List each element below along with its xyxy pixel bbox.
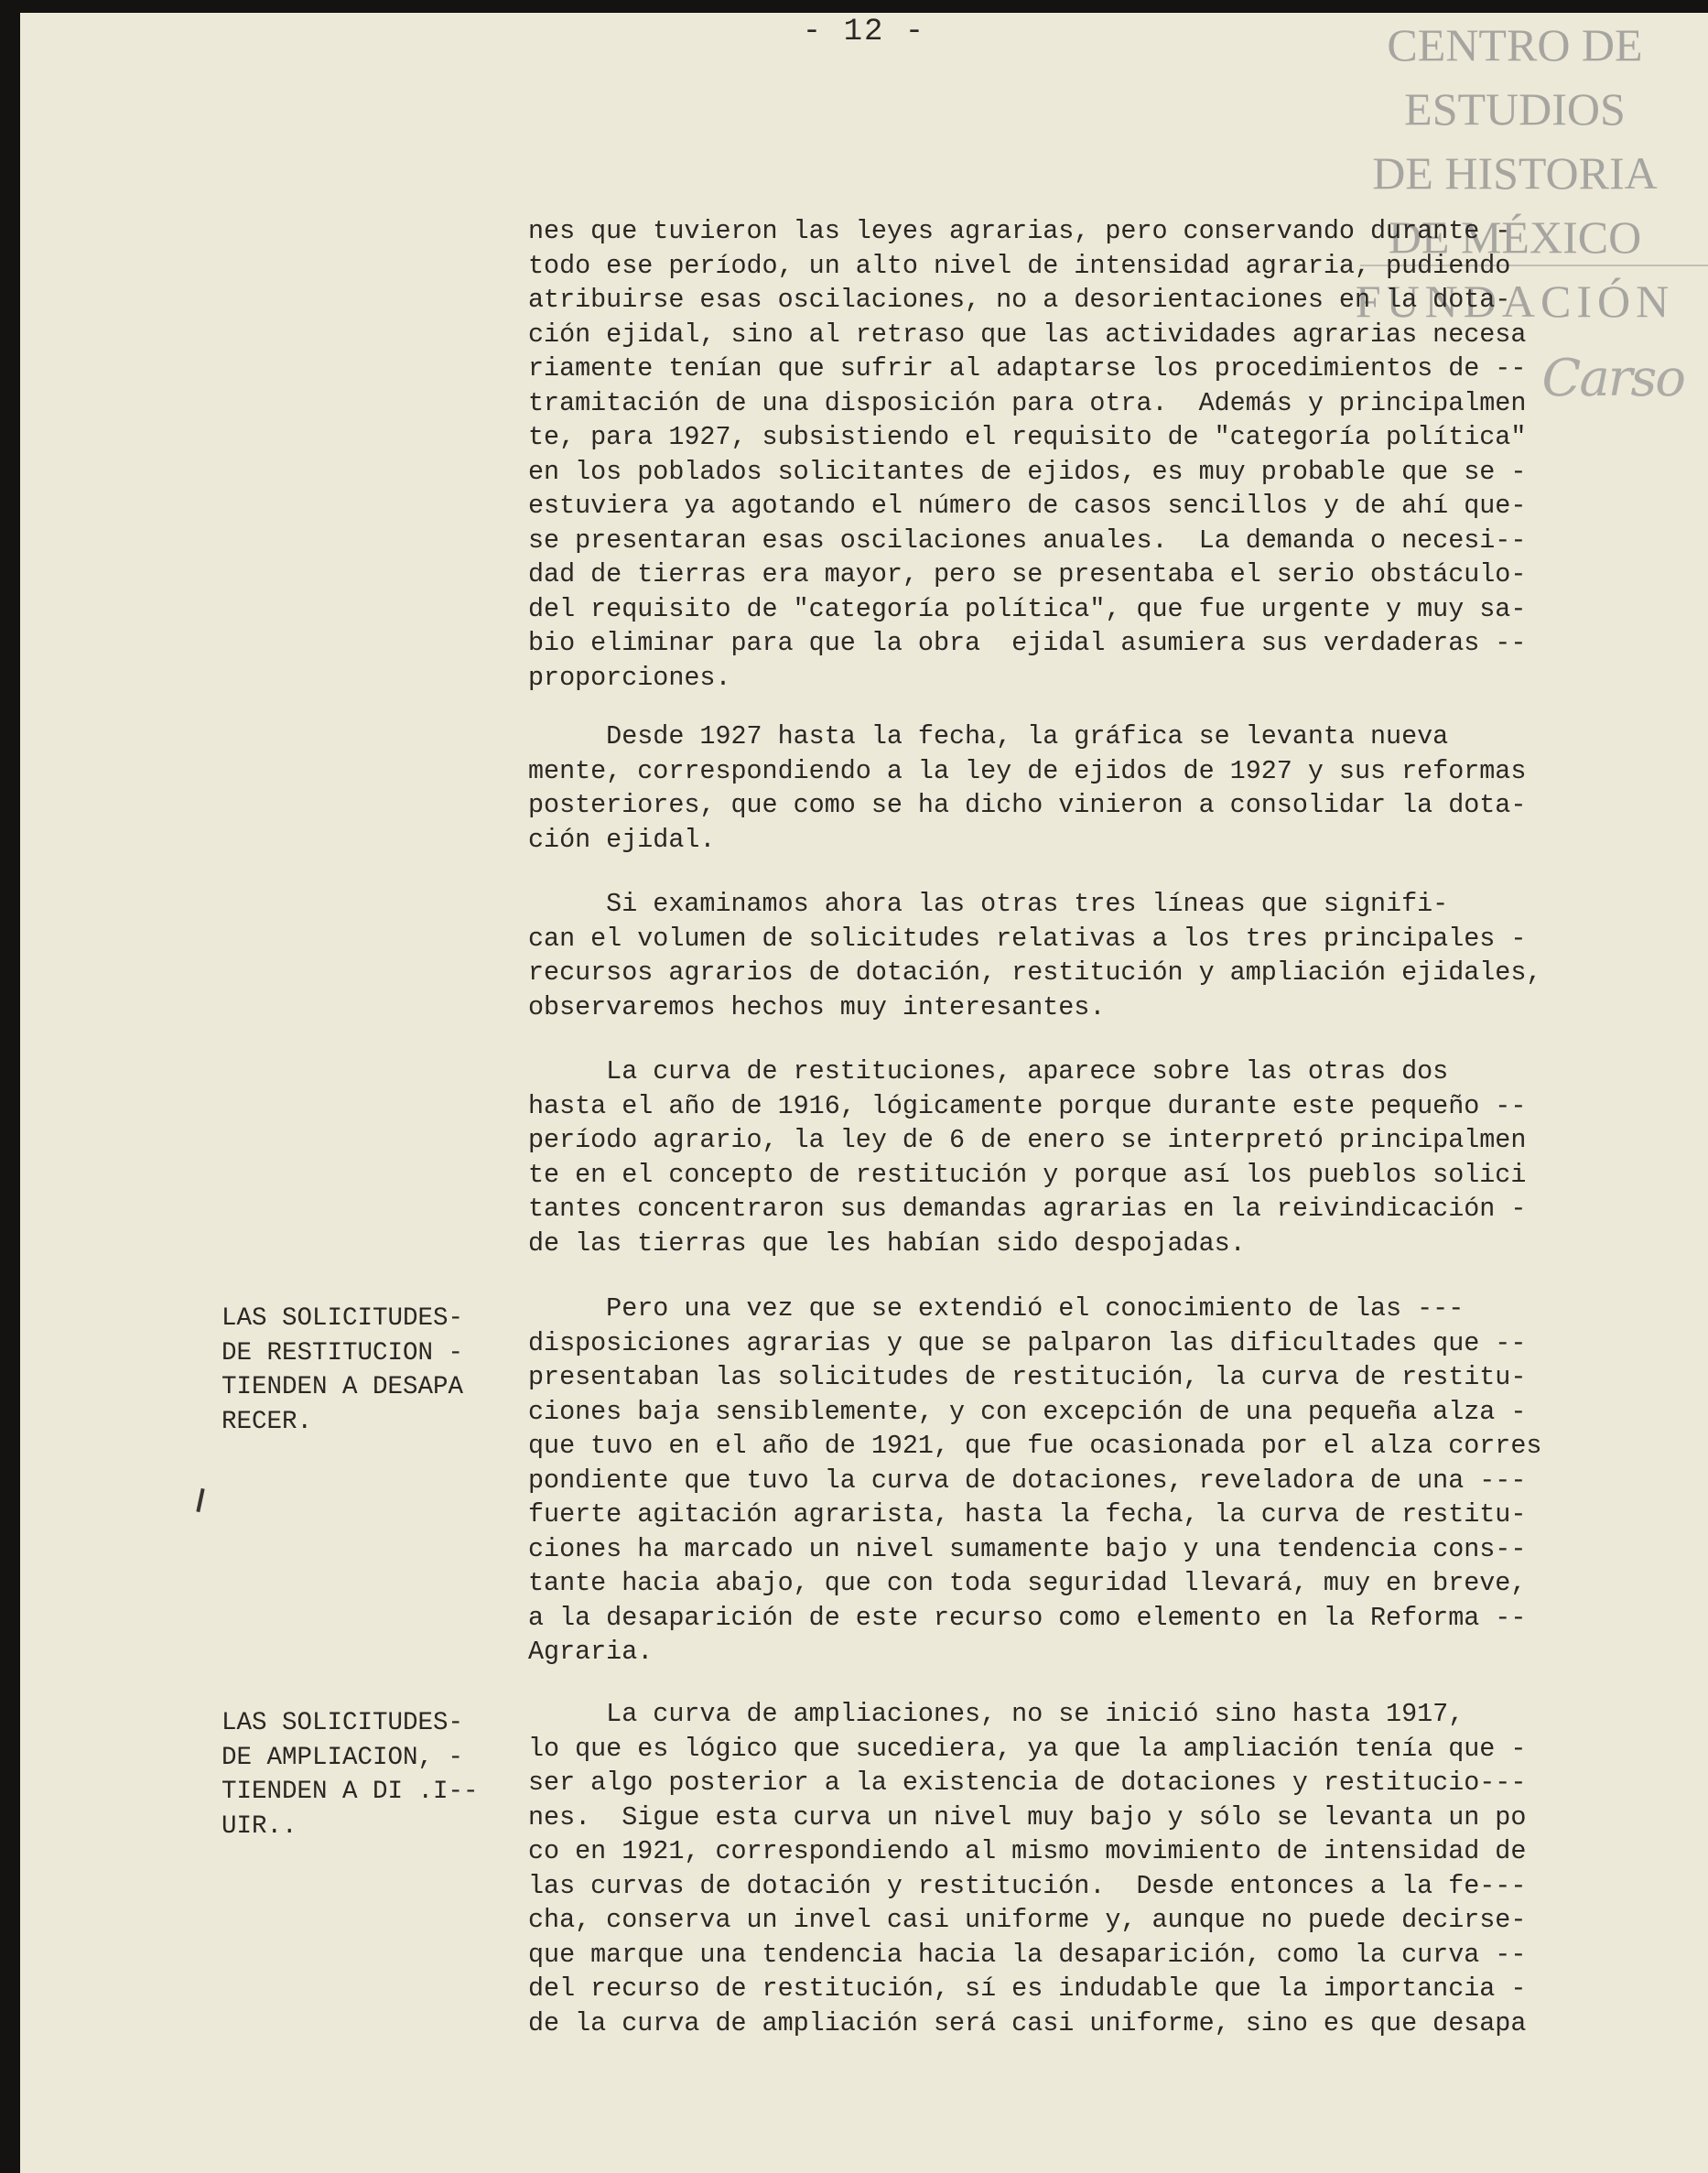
margin-note-line: TIENDEN A DESAPA [222,1373,464,1401]
text-line: fuerte agitación agrarista, hasta la fecha, la curva de restitu- [528,1499,1527,1530]
text-line: las curvas de dotación y restitución. Desde entonces a la fe--- [528,1870,1527,1901]
text-line: pondiente que tuvo la curva de dotaciones, reveladora de una --- [528,1465,1527,1496]
watermark-line: DE MÉXICO [1388,211,1642,263]
pen-mark [196,1488,204,1512]
margin-note-ampliacion [222,1706,514,1843]
text-line: cha, conserva un invel casi uniforme y, aunque no puede decirse- [528,1905,1527,1935]
text-line: estuviera ya agotando el número de casos sencillos y de ahí que- [528,491,1527,521]
paragraph-continuation [528,214,1654,695]
text-line: Agraria. [528,1637,654,1667]
text-line: riamente tenían que sufrir al adaptarse los procedimientos de -- [528,353,1527,384]
text-line: tante hacia abajo, que con toda seguridad llevará, muy en breve, [528,1568,1527,1598]
text-line: can el volumen de solicitudes relativas a los tres principales - [528,923,1527,954]
text-line: del requisito de "categoría política", que fue urgente y muy sa- [528,593,1527,624]
text-line: Pero una vez que se extendió el conocimiento de las --- [528,1293,1465,1324]
margin-note-restitucion [222,1302,514,1439]
watermark-line: ESTUDIOS [1404,83,1626,135]
text-line: dad de tierras era mayor, pero se presentaba el serio obstáculo- [528,559,1527,589]
text-line: de las tierras que les habían sido despojadas. [528,1227,1246,1259]
text-line: del recurso de restitución, sí es indudable que la importancia - [528,1973,1527,2004]
document-page [20,13,1708,2173]
text-line: observaremos hechos muy interesantes. [528,991,1106,1022]
margin-note-line: DE AMPLIACION, - [222,1743,464,1772]
paragraph-grafica-1927 [528,719,1654,857]
text-line: mente, correspondiendo a la ley de ejidos de 1927 y sus reformas [528,755,1527,786]
text-line: tramitación de una disposición para otra. Además y principalmen [528,387,1527,418]
watermark-line: DE HISTORIA [1372,147,1658,199]
text-line: de la curva de ampliación será casi uniforme, sino es que desapa [528,2007,1527,2038]
margin-note-line: TIENDEN A DI .I-- [222,1778,479,1806]
text-line: te en el concepto de restitución y porque así los pueblos solici [528,1159,1527,1190]
watermark-line: CENTRO DE [1387,19,1643,70]
text-line: lo que es lógico que sucediera, ya que la ampliación tenía que - [528,1733,1527,1764]
paragraph-tres-lineas [528,887,1654,1024]
watermark-foundation: FUNDACIÓN [1355,276,1675,327]
text-line: bio eliminar para que la obra ejidal asumiera sus verdaderas -- [528,628,1527,658]
text-line: período agrario, la ley de 6 de enero se interpretó principalmen [528,1125,1527,1155]
margin-note-line: LAS SOLICITUDES- [222,1304,464,1333]
text-line: disposiciones agrarias y que se palparon las dificultades que -- [528,1327,1527,1358]
text-line: ser algo posterior a la existencia de dotaciones y restitucio--- [528,1768,1527,1798]
text-line: se presentaran esas oscilaciones anuales. La demanda o necesi-- [528,524,1527,556]
text-line: La curva de restituciones, aparece sobre las otras dos [528,1056,1449,1086]
text-line: que tuvo en el año de 1921, que fue ocasionada por el alza corres [528,1431,1542,1461]
page-number: - 12 - [802,15,926,49]
text-line: que marque una tendencia hacia la desaparición, como la curva -- [528,1939,1527,1970]
margin-note-line: UIR.. [222,1811,297,1841]
text-line: atribuirse esas oscilaciones, no a desorientaciones en la dota- [528,285,1511,315]
text-line: ción ejidal. [528,824,716,855]
text-line: proporciones. [528,662,731,693]
text-line: La curva de ampliaciones, no se inició sino hasta 1917, [528,1699,1465,1729]
text-line: Si examinamos ahora las otras tres líneas que signifi- [528,889,1449,919]
text-line: en los poblados solicitantes de ejidos, es muy probable que se - [528,456,1527,487]
margin-note-line: DE RESTITUCION - [222,1338,464,1368]
text-line: presentaban las solicitudes de restitución, la curva de restitu- [528,1362,1527,1392]
text-line: hasta el año de 1916, lógicamente porque durante este pequeño -- [528,1090,1527,1121]
text-line: posteriores, que como se ha dicho vinieron a consolidar la dota- [528,790,1527,820]
text-line: te, para 1927, subsistiendo el requisito de "categoría política" [528,422,1527,452]
paragraph-curva-ampliaciones [528,1697,1654,2040]
text-line: Desde 1927 hasta la fecha, la gráfica se levanta nueva [528,721,1449,751]
text-line: ciones baja sensiblemente, y con excepción de una pequeña alza - [528,1396,1527,1427]
paragraph-curva-restituciones [528,1054,1654,1260]
text-line: ción ejidal, sino al retraso que las actividades agrarias necesa [528,319,1527,350]
text-line: todo ese período, un alto nivel de intensidad agraria, pudiendo [528,250,1511,281]
text-line: nes que tuvieron las leyes agrarias, pero conservando durante - [528,216,1511,246]
paragraph-solicitudes-restitucion [528,1292,1654,1670]
text-line: tantes concentraron sus demandas agrarias en la reivindicación - [528,1194,1527,1224]
text-line: ciones ha marcado un nivel sumamente bajo y una tendencia cons-- [528,1533,1527,1564]
text-line: a la desaparición de este recurso como elemento en la Reforma -- [528,1602,1527,1633]
margin-note-line: LAS SOLICITUDES- [222,1709,464,1737]
text-line: co en 1921, correspondiendo al mismo movimiento de intensidad de [528,1836,1527,1866]
margin-note-line: RECER. [222,1407,313,1436]
watermark-signature: Carso [1541,349,1684,408]
text-line: nes. Sigue esta curva un nivel muy bajo y sólo se levanta un po [528,1801,1527,1832]
text-line: recursos agrarios de dotación, restitución y ampliación ejidales, [528,957,1542,988]
